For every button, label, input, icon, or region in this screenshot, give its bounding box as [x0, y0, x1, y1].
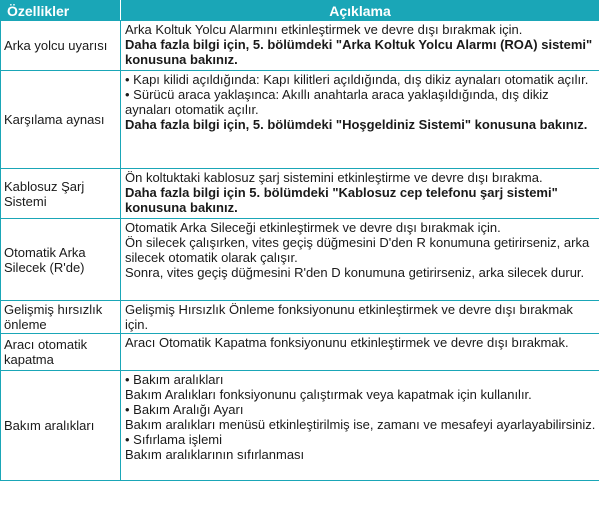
header-features: Özellikler: [1, 1, 121, 21]
description-line: • Sıfırlama işlemi: [125, 432, 223, 447]
feature-cell: Otomatik Arka Silecek (R'de): [1, 219, 121, 301]
table-body: [1, 21, 599, 481]
reference-note: Daha fazla bilgi için, 5. bölümdeki "Arka Koltuk Yolcu Alarmı (ROA) sistemi" konusuna bakınız.: [125, 37, 593, 67]
table-row: [1, 21, 599, 71]
feature-cell: Karşılama aynası: [1, 71, 121, 169]
description-cell: [121, 371, 599, 481]
feature-cell: Arka yolcu uyarısı: [1, 21, 121, 71]
description-line: Bakım aralıkları menüsü etkinleştirilmiş ise, zamanı ve mesafeyi ayarlayabilirsiniz.: [125, 417, 596, 432]
table-row: [1, 169, 599, 219]
description-line: Aracı Otomatik Kapatma fonksiyonunu etkinleştirmek ve devre dışı bırakmak.: [125, 335, 569, 350]
reference-note: Daha fazla bilgi için 5. bölümdeki "Kablosuz cep telefonu şarj sistemi" konusuna bakınız.: [125, 185, 558, 215]
description-cell: [121, 21, 599, 71]
description-line: Ön silecek çalışırken, vites geçiş düğmesini D'den R konumuna getirirseniz, arka silecek otomatik olarak çalışır.: [125, 235, 590, 265]
feature-cell: Bakım aralıkları: [1, 371, 121, 481]
description-line: Sonra, vites geçiş düğmesini R'den D konumuna getirirseniz, arka silecek durur.: [125, 265, 585, 280]
table-row: [1, 301, 599, 334]
description-cell: [121, 169, 599, 219]
description-line: • Sürücü araca yaklaşınca: Akıllı anahtarla araca yaklaşıldığında, dış dikiz aynaları otomatik açılır.: [125, 87, 549, 117]
reference-note: Daha fazla bilgi için, 5. bölümdeki "Hoşgeldiniz Sistemi" konusuna bakınız.: [125, 117, 588, 132]
table-row: [1, 219, 599, 301]
description-line: Otomatik Arka Sileceği etkinleştirmek ve devre dışı bırakmak için.: [125, 220, 501, 235]
description-line: • Bakım aralıkları: [125, 372, 224, 387]
description-cell: [121, 219, 599, 301]
feature-cell: Kablosuz Şarj Sistemi: [1, 169, 121, 219]
description-cell: [121, 71, 599, 169]
table-row: [1, 71, 599, 169]
feature-cell: Aracı otomatik kapatma: [1, 334, 121, 371]
description-line: • Kapı kilidi açıldığında: Kapı kilitleri açıldığında, dış dikiz aynaları otomatik açılır.: [125, 72, 589, 87]
table-row: [1, 334, 599, 371]
description-line: Bakım aralıklarının sıfırlanması: [125, 447, 305, 462]
description-line: Gelişmiş Hırsızlık Önleme fonksiyonunu etkinleştirmek ve devre dışı bırakmak için.: [125, 302, 573, 332]
header-description: Açıklama: [121, 1, 599, 21]
description-line: Bakım Aralıkları fonksiyonunu çalıştırmak veya kapatmak için kullanılır.: [125, 387, 532, 402]
description-line: Ön koltuktaki kablosuz şarj sistemini etkinleştirme ve devre dışı bırakma.: [125, 170, 543, 185]
description-cell: [121, 301, 599, 334]
description-line: • Bakım Aralığı Ayarı: [125, 402, 244, 417]
table-header-row: [1, 1, 599, 21]
description-cell: [121, 334, 599, 371]
feature-cell: Gelişmiş hırsızlık önleme: [1, 301, 121, 334]
table-row: [1, 371, 599, 481]
description-line: Arka Koltuk Yolcu Alarmını etkinleştirmek ve devre dışı bırakmak için.: [125, 22, 523, 37]
